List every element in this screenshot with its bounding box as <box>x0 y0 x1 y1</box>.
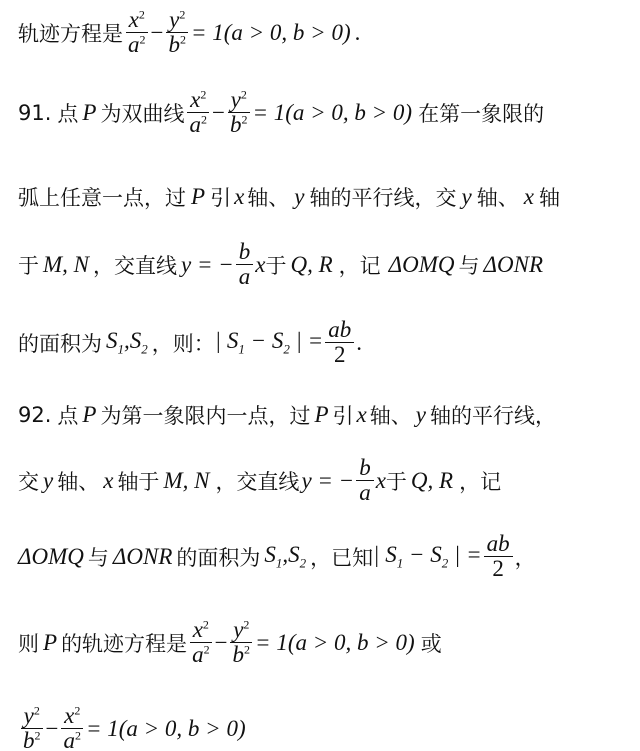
line-9: 则 P 的轨迹方程是 $\frac{x^2}{a^2}$ − $\frac{y^2}{b^2}$ = 1(a > 0, b > 0) 或 <box>18 617 442 668</box>
equation: = 1(a > 0, b > 0) <box>252 99 413 125</box>
fraction-ab-2: $\frac{ab}{2}$ <box>484 532 513 581</box>
line-5: 的面积为 $S_1,S_2$ ，则： | $S_1 - S_2$ | = $\frac{ab}{2}$ . <box>18 317 362 368</box>
fraction-b-a: $\frac{b}{a}$ <box>356 456 374 505</box>
line-2: 91. 点 P 为双曲线 $\frac{x^2}{a^2}$ − $\frac{y^2}{b^2}$ = 1(a > 0, b > 0) 在第一象限的 <box>18 87 545 138</box>
item-number: 92. <box>18 403 52 427</box>
fraction-x2-a2: $\frac{x^2}{a^2}$ <box>186 88 210 137</box>
fraction-x2-a2: $\frac{x^2}{a^2}$ <box>125 8 149 57</box>
fraction-b-a: $\frac{b}{a}$ <box>236 240 254 289</box>
equation: = 1(a > 0, b > 0) <box>255 629 415 655</box>
fraction-y2-b2: $\frac{y^2}{b^2}$ <box>165 8 189 57</box>
fraction-y2-b2: $\frac{y^2}{b^2}$ <box>20 704 44 751</box>
item-number: 91. <box>18 100 52 125</box>
line-7: 交 y 轴、 x 轴于 M, N ，交直线 y = − $\frac{b}{a}$ x 于 Q, R ，记 <box>18 455 502 506</box>
line-1: 轨迹方程是 $\frac{x^2}{a^2}$ − $\frac{y^2}{b^2}$ = 1(a > 0, b > 0) . <box>18 7 361 58</box>
line-4: 于 M, N ，交直线 y = − $\frac{b}{a}$ x 于 Q, R ，记 ΔOMQ 与 ΔONR <box>18 239 544 290</box>
fraction-y2-b2: $\frac{y^2}{b^2}$ <box>230 618 254 667</box>
line-10: $\frac{y^2}{b^2}$ − $\frac{x^2}{a^2}$ = 1(a > 0, b > 0) <box>18 704 246 751</box>
line-3: 弧上任意一点，过 P 引 x 轴、 y 轴的平行线，交 y 轴、 x 轴 <box>18 184 560 210</box>
equation: = 1(a > 0, b > 0) <box>190 19 351 45</box>
fraction-x2-a2: $\frac{x^2}{a^2}$ <box>189 618 213 667</box>
fraction-x2-a2: $\frac{x^2}{a^2}$ <box>60 704 84 751</box>
equation: = 1(a > 0, b > 0) <box>85 716 246 741</box>
fraction-y2-b2: $\frac{y^2}{b^2}$ <box>227 88 251 137</box>
fraction-ab-2: $\frac{ab}{2}$ <box>325 318 354 367</box>
line-6: 92. 点 P 为第一象限内一点，过 P 引 x 轴、 y 轴的平行线， <box>18 402 556 428</box>
line-8: ΔOMQ 与 ΔONR 的面积为 $S_1,S_2$ ，已知 | $S_1 - S_2$ | = $\frac{ab}{2}$ ， <box>18 531 536 582</box>
text: 轨迹方程是 <box>18 21 123 46</box>
